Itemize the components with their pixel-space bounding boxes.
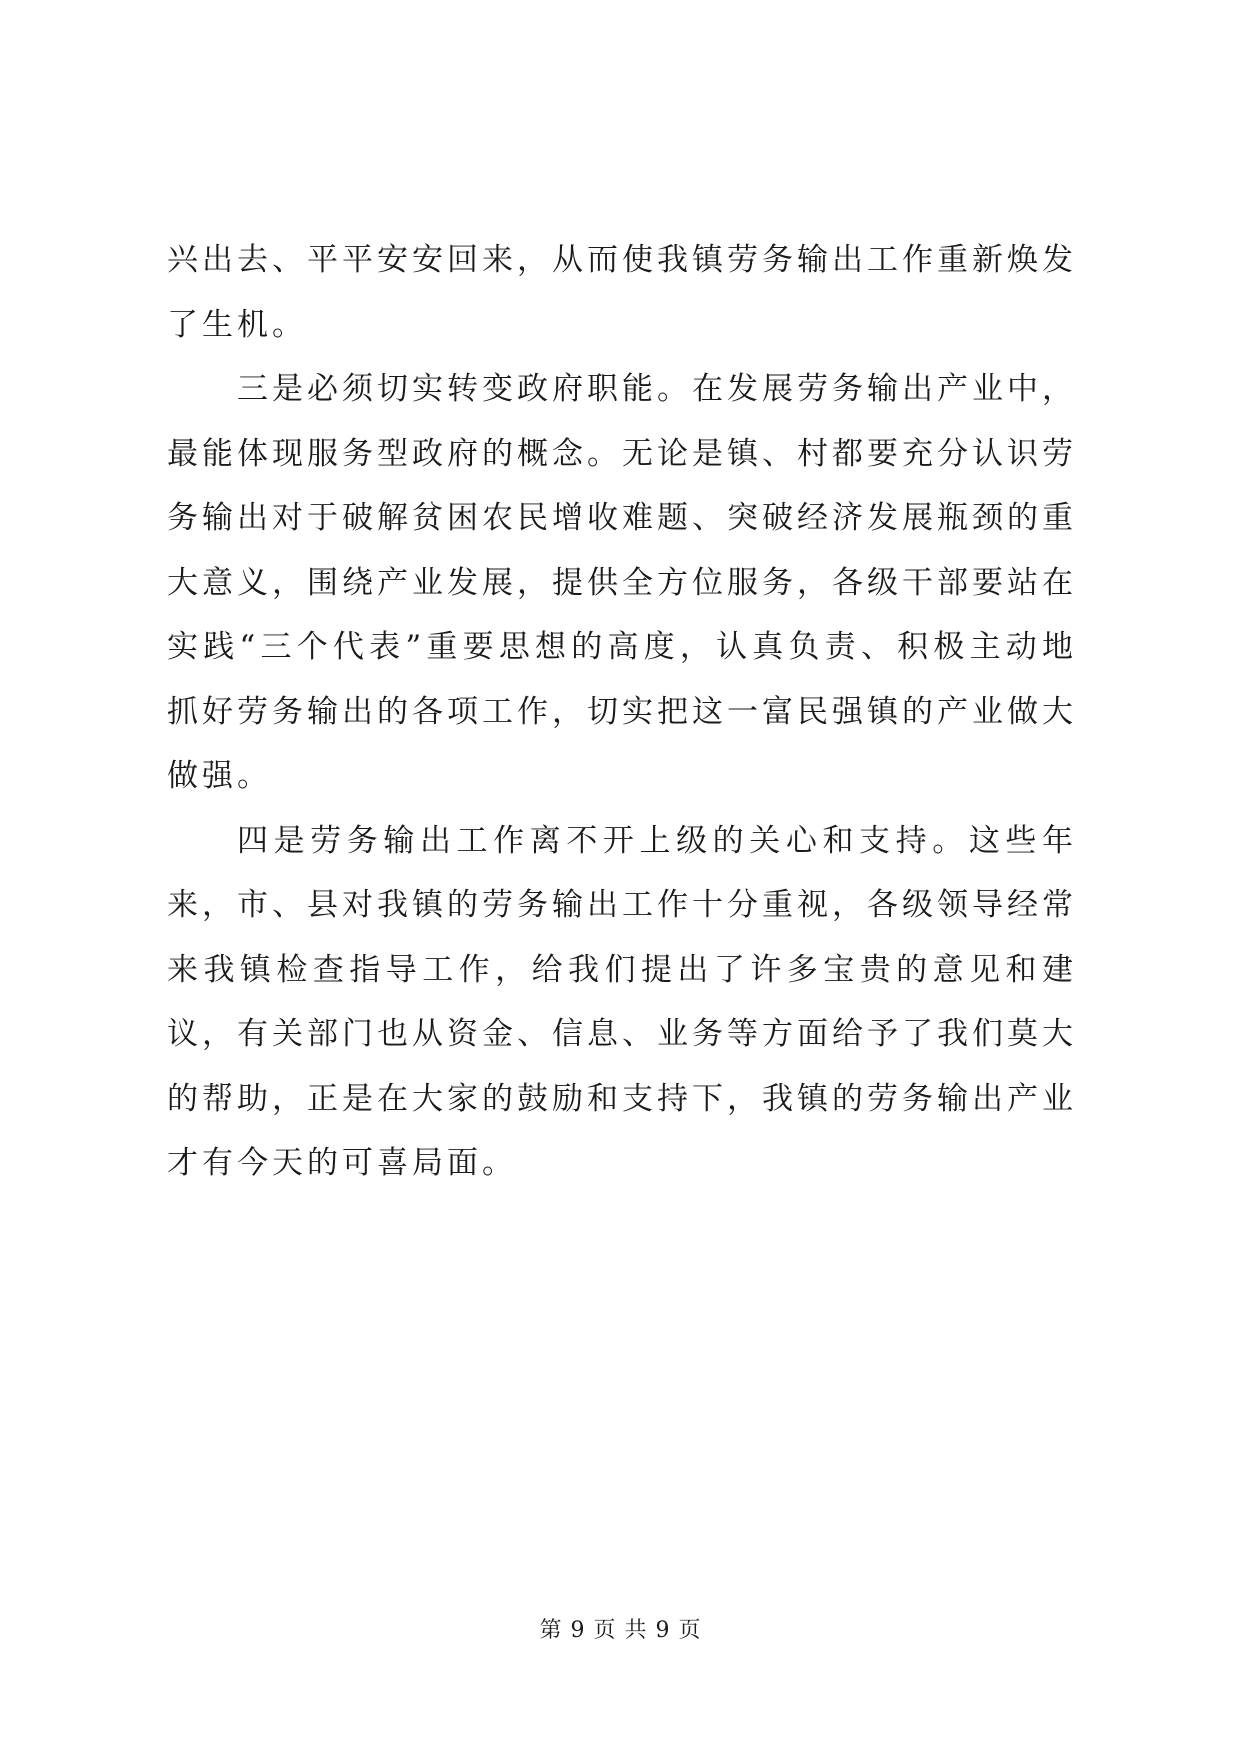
- document-body: [167, 228, 1077, 1196]
- paragraph-point-four: 四是劳务输出工作离不开上级的关心和支持。这些年来，市、县对我镇的劳务输出工作十分重视，各级领导经常来我镇检查指导工作，给我们提出了许多宝贵的意见和建议，有关部门也从资金、信息、业务等方面给予了我们莫大的帮助，正是在大家的鼓励和支持下，我镇的劳务输出产业才有今天的可喜局面。: [167, 822, 1077, 1181]
- page-footer: 第 9 页 共 9 页: [539, 1618, 702, 1643]
- paragraph-point-three: 三是必须切实转变政府职能。在发展劳务输出产业中，最能体现服务型政府的概念。无论是镇、村都要充分认识劳务输出对于破解贫困农民增收难题、突破经济发展瓶颈的重大意义，围绕产业发展，提供全方位服务，各级干部要站在实践“三个代表”重要思想的高度，认真负责、积极主动地抓好劳务输出的各项工作，切实把这一富民强镇的产业做大做强。: [167, 371, 1077, 794]
- paragraph-continuation: 兴出去、平平安安回来，从而使我镇劳务输出工作重新焕发了生机。: [167, 242, 1077, 343]
